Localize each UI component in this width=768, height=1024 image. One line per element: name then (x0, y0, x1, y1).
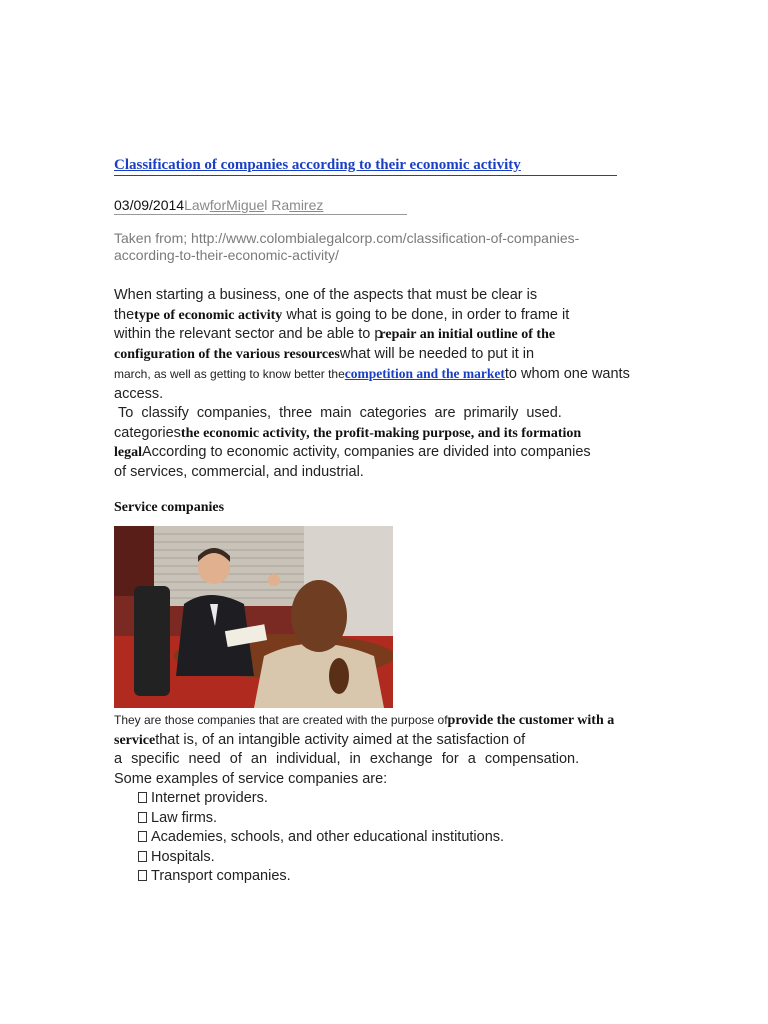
intro-line-4-bold: configuration of the various resources (114, 346, 340, 362)
intro-line-8 (114, 424, 628, 444)
service-line-1-bold: provide the customer with a (447, 713, 615, 728)
list-item (138, 828, 674, 848)
missing-glyph-box-icon (138, 851, 147, 862)
list-item-text: Transport companies. (151, 868, 291, 884)
intro-line-2-pre: the (114, 306, 135, 323)
intro-line-9-post: According to economic activity, companies are divided into companies (142, 444, 591, 460)
list-item (138, 789, 674, 809)
service-examples-list (114, 789, 674, 887)
article-byline (114, 197, 407, 215)
competition-market-link[interactable]: competition and the market (344, 366, 505, 381)
intro-line-5 (114, 364, 628, 385)
intro-line-7-text: To classify companies, three main categories are primarily used. (118, 405, 562, 421)
intro-line-8-pre: categories (114, 424, 181, 441)
list-item-text: Internet providers. (151, 790, 268, 806)
intro-line-7 (114, 404, 628, 424)
service-line-2-bold: service (114, 732, 156, 748)
article-title[interactable] (114, 157, 617, 176)
service-line-4: Some examples of service companies are: (114, 770, 388, 787)
intro-line-3-bold: repair an initial outline of the (379, 327, 556, 342)
intro-line-2-bold: type of economic activity (134, 307, 283, 323)
intro-line-10: of services, commercial, and industrial. (114, 463, 364, 480)
business-meeting-illustration (114, 526, 393, 708)
article-title-text[interactable]: Classification of companies according to their economic activity (114, 157, 521, 173)
service-companies-heading: Service companies (114, 500, 225, 515)
intro-line-5-post: to whom one wants (504, 366, 630, 382)
missing-glyph-box-icon (138, 792, 147, 803)
intro-line-5-small: march, as well as getting to know better the (114, 367, 345, 381)
source-line-2: according-to-their-economic-activity/ (114, 247, 339, 263)
source-citation (114, 230, 614, 264)
service-line-1-small: They are those companies that are created with the purpose of (114, 713, 448, 727)
intro-line-4-post: what will be needed to put it in (339, 345, 535, 362)
intro-line-2 (114, 306, 628, 326)
intro-line-9 (114, 443, 628, 463)
service-line-3: a specific need of an individual, in exchange for a compensation. (114, 751, 580, 767)
missing-glyph-box-icon (138, 870, 147, 881)
author-prefix: Law (184, 197, 210, 213)
intro-paragraph (114, 286, 628, 482)
author-for[interactable]: for (209, 197, 227, 213)
source-line-1: Taken from; http://www.colombialegalcorp.com/classification-of-companies- (114, 230, 580, 246)
intro-line-9-bold: legal (114, 445, 142, 460)
author-name-part-a[interactable]: Migue (226, 197, 265, 213)
missing-glyph-box-icon (138, 812, 147, 823)
list-item-text: Law firms. (151, 809, 218, 826)
list-item (138, 809, 674, 829)
author-name-part-b: l Ra (264, 197, 290, 213)
author-name-part-c[interactable]: mirez (289, 197, 324, 213)
missing-glyph-box-icon (138, 831, 147, 842)
intro-line-8-bold: the economic activity, the profit-making purpose, and its formation (180, 425, 582, 441)
business-meeting-photo (114, 526, 393, 708)
service-line-2 (114, 731, 674, 751)
service-line-1 (114, 711, 674, 731)
article-date: 03/09/2014 (114, 197, 185, 213)
service-companies-paragraph (114, 711, 674, 887)
intro-line-6: access. (114, 385, 164, 402)
list-item-text: Hospitals. (151, 848, 215, 865)
intro-line-4 (114, 345, 628, 365)
intro-line-1: When starting a business, one of the aspects that must be clear is (114, 287, 538, 303)
list-item-text: Academies, schools, and other educational institutions. (151, 829, 505, 845)
intro-line-2-post: what is going to be done, in order to frame it (286, 306, 570, 323)
intro-line-3 (114, 325, 628, 345)
list-item (138, 867, 674, 887)
intro-line-3-pre: within the relevant sector and be able to p (114, 326, 383, 342)
list-item (138, 848, 674, 868)
service-line-2-post: that is, of an intangible activity aimed at the satisfaction of (155, 731, 526, 748)
